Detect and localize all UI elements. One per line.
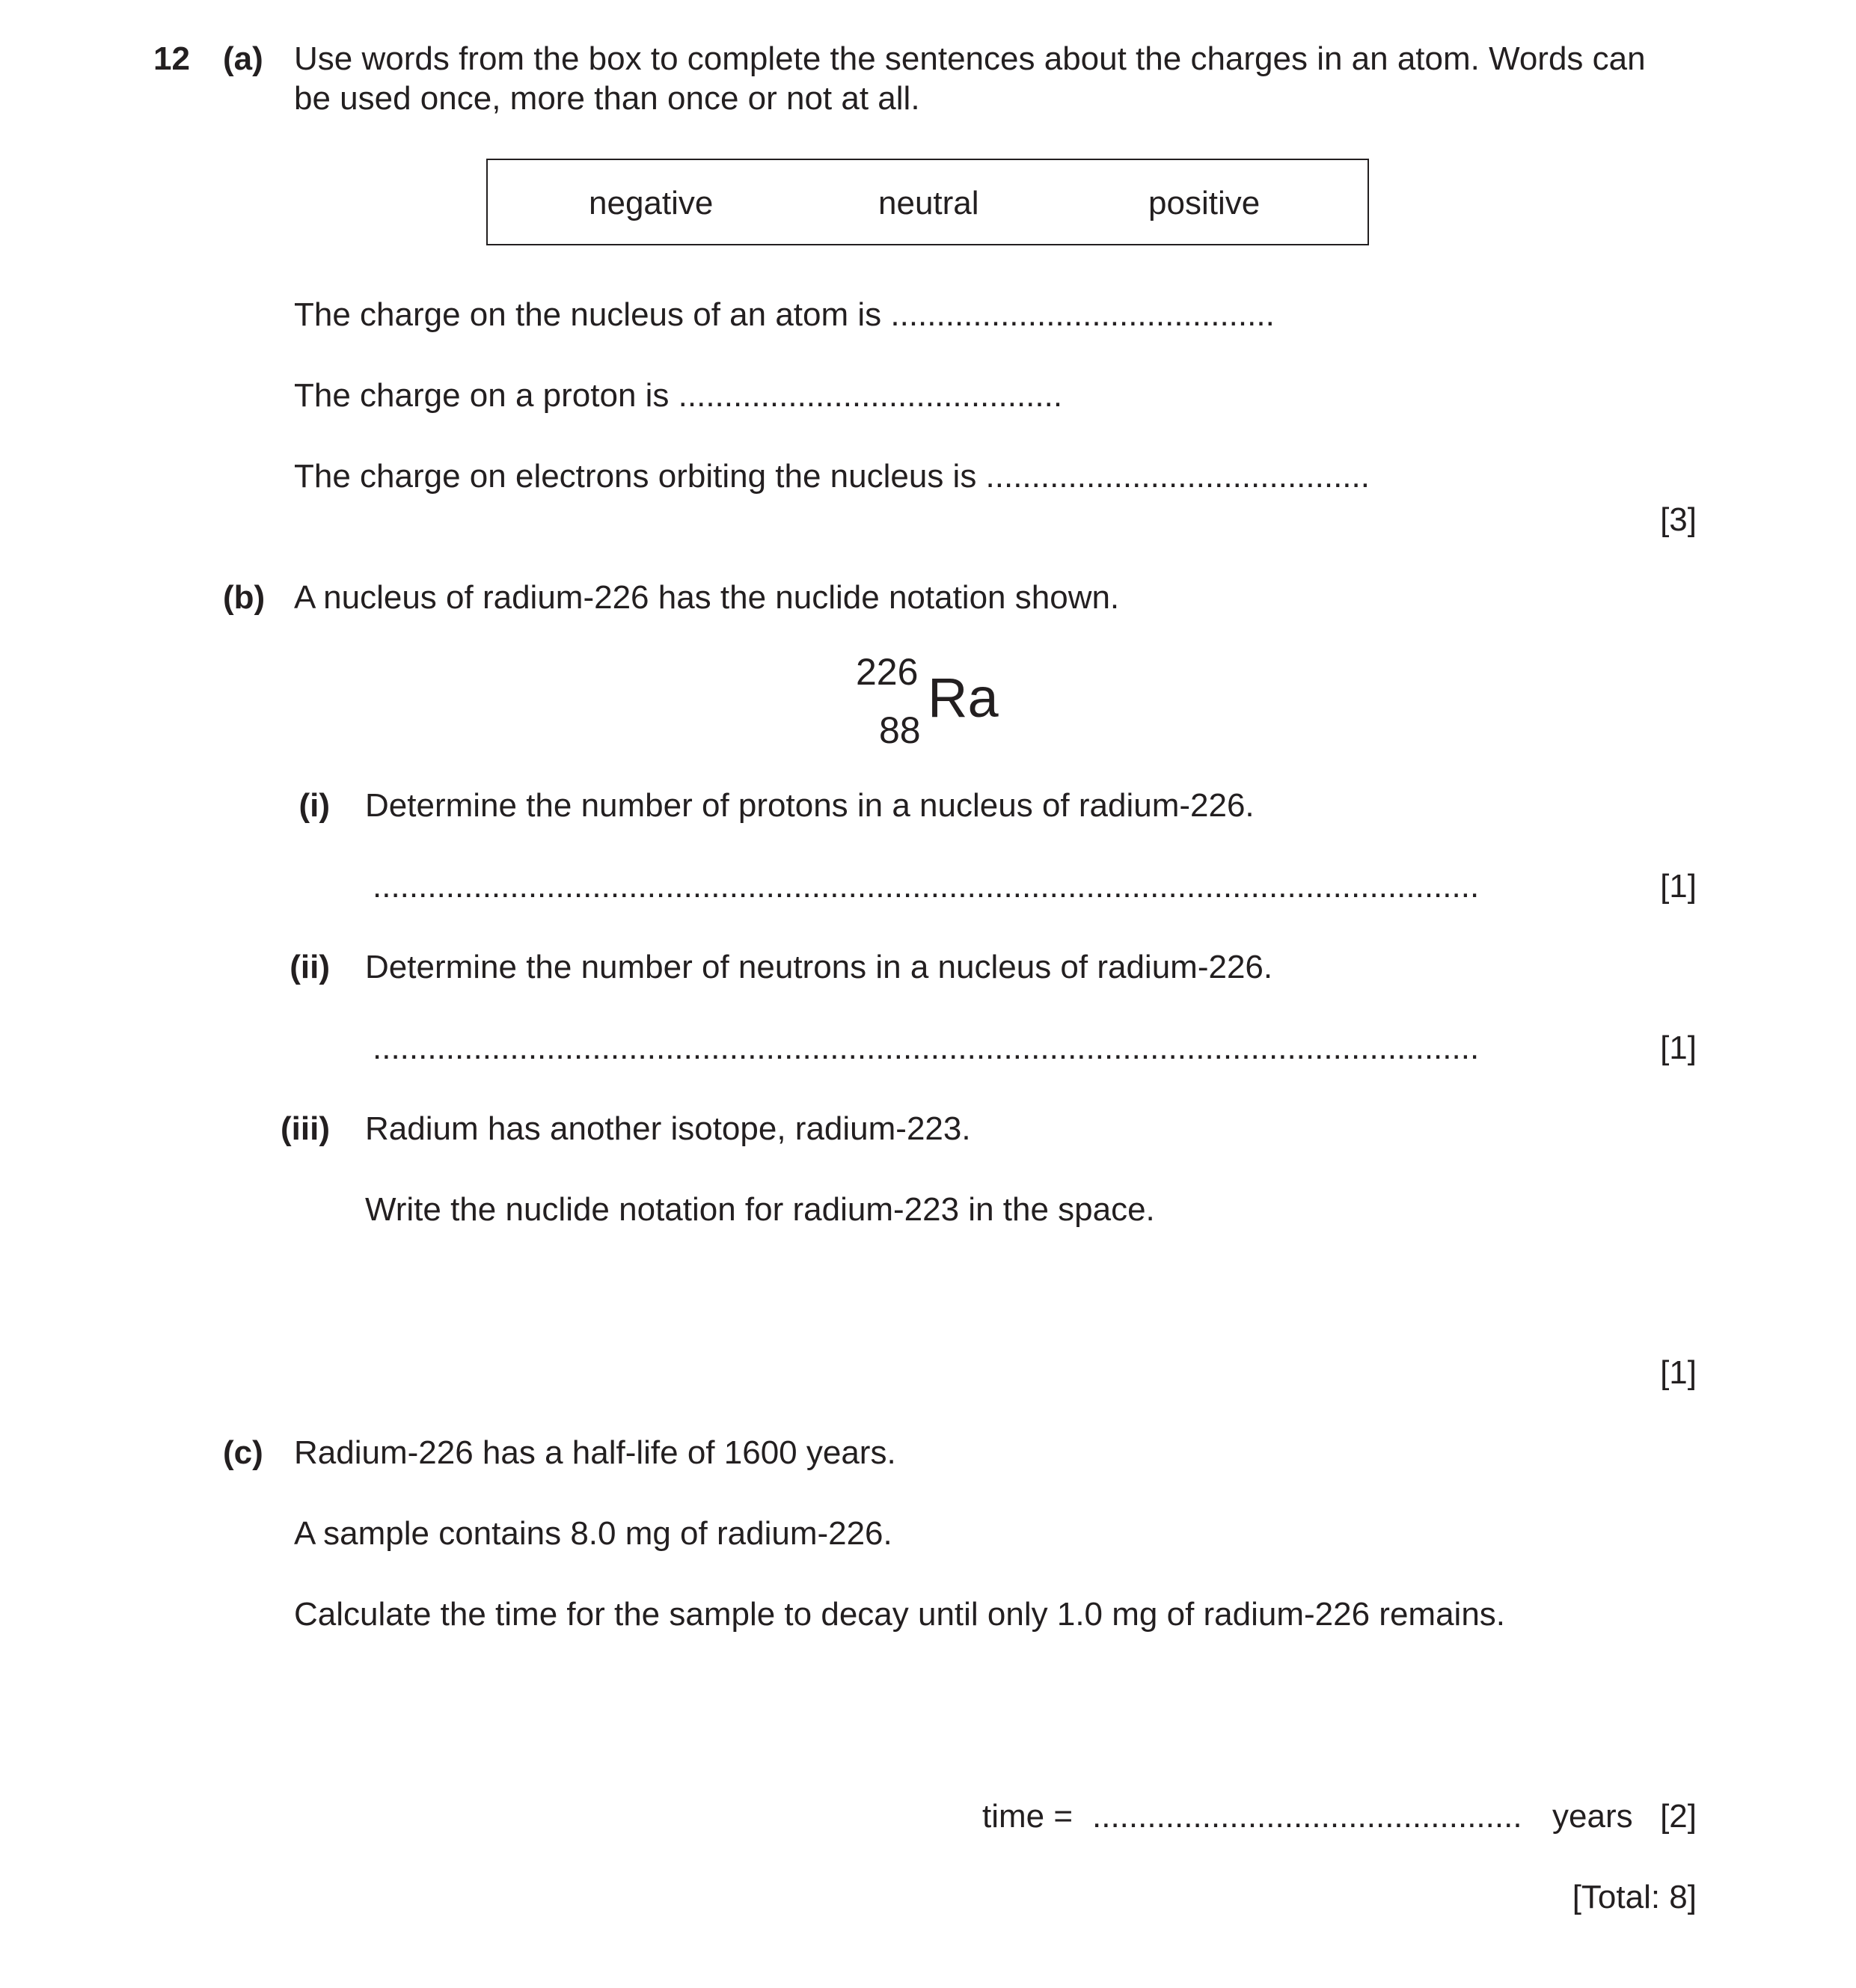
part-c-label: (c) (223, 1434, 263, 1471)
atomic-number: 88 (879, 709, 921, 751)
sub-ii-marks: [1] (1660, 1030, 1697, 1066)
time-answer-prefix: time = (982, 1798, 1074, 1835)
part-c-line1: Radium-226 has a half-life of 1600 years. (294, 1434, 896, 1471)
part-c-line2: A sample contains 8.0 mg of radium-226. (294, 1515, 892, 1552)
sentence-electron-charge[interactable]: The charge on electrons orbiting the nucleus is .......................................... (294, 458, 1370, 495)
part-a-label: (a) (223, 40, 263, 77)
part-c-working-space[interactable] (294, 1646, 1715, 1781)
total-marks: [Total: 8] (1572, 1879, 1697, 1915)
sub-iii-text2: Write the nuclide notation for radium-223 in the space. (365, 1191, 1155, 1228)
sub-iii-marks: [1] (1660, 1354, 1697, 1391)
sentence-nucleus-charge[interactable]: The charge on the nucleus of an atom is .......................................... (294, 296, 1275, 333)
part-c-marks: [2] (1660, 1798, 1697, 1835)
sub-ii-text: Determine the number of neutrons in a nucleus of radium-226. (365, 949, 1273, 985)
part-a-instruction-line2: be used once, more than once or not at all. (294, 80, 920, 117)
sub-i-answer-line[interactable]: ......................................................................................................................... (373, 868, 1480, 905)
part-a-marks: [3] (1660, 501, 1697, 538)
sub-iii-answer-space[interactable] (365, 1242, 1562, 1339)
part-a-instruction-line1: Use words from the box to complete the sentences about the charges in an atom. Words can (294, 40, 1646, 77)
part-c-line3: Calculate the time for the sample to decay until only 1.0 mg of radium-226 remains. (294, 1596, 1506, 1633)
sub-i-marks: [1] (1660, 868, 1697, 905)
sub-i-label: (i) (298, 787, 330, 824)
sub-ii-answer-line[interactable]: ......................................................................................................................... (373, 1030, 1480, 1066)
time-answer-unit: years (1552, 1798, 1633, 1835)
sub-iii-text1: Radium has another isotope, radium-223. (365, 1110, 971, 1147)
word-negative: negative (589, 185, 714, 221)
word-neutral: neutral (878, 185, 979, 221)
word-box (486, 159, 1369, 245)
question-number: 12 (153, 40, 190, 77)
sentence-proton-charge[interactable]: The charge on a proton is .......................................... (294, 377, 1063, 414)
mass-number: 226 (856, 651, 919, 693)
sub-iii-label: (iii) (281, 1110, 330, 1147)
part-b-label: (b) (223, 579, 266, 616)
time-answer-line[interactable]: ............................................... (1092, 1798, 1522, 1835)
sub-ii-label: (ii) (290, 949, 330, 985)
word-positive: positive (1148, 185, 1261, 221)
part-b-stem: A nucleus of radium-226 has the nuclide notation shown. (294, 579, 1120, 616)
element-symbol: Ra (928, 667, 999, 729)
nuclide-notation-ra226 (853, 649, 1002, 754)
sub-i-text: Determine the number of protons in a nucleus of radium-226. (365, 787, 1255, 824)
